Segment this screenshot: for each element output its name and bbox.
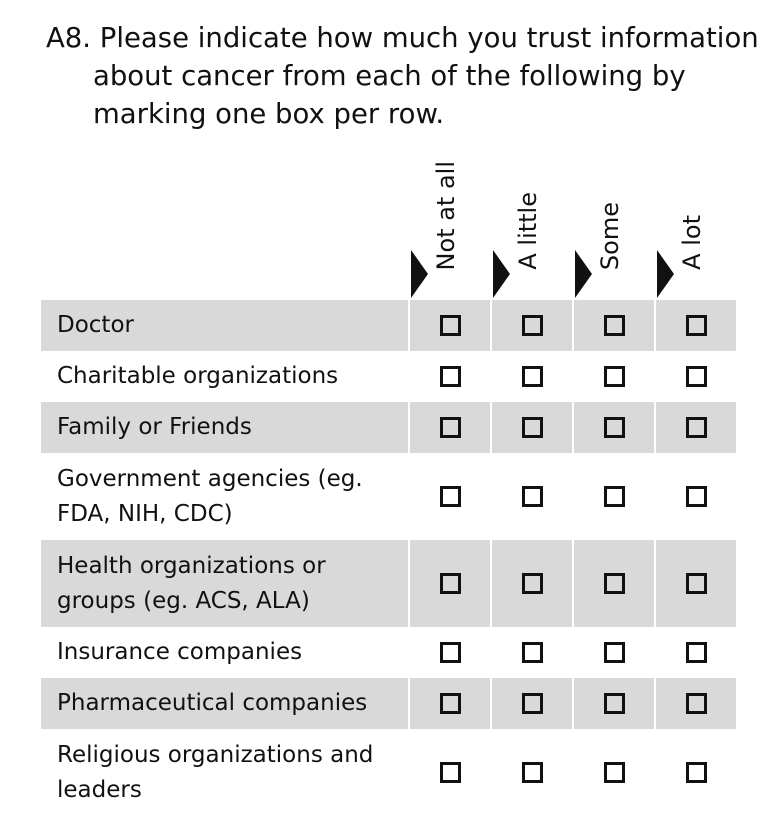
checkbox-not-at-all[interactable] xyxy=(440,762,461,783)
checkbox-not-at-all[interactable] xyxy=(440,315,461,336)
cell-some xyxy=(572,300,654,351)
table-row xyxy=(41,627,736,678)
checkbox-some[interactable] xyxy=(604,486,625,507)
column-label: A lot xyxy=(678,215,706,270)
checkbox-a-lot[interactable] xyxy=(686,486,707,507)
cell-some xyxy=(572,729,654,816)
row-label-religious-organizations: Religious organizations and leaders xyxy=(57,741,374,803)
cell-a-little xyxy=(490,453,572,540)
cell-some xyxy=(572,351,654,402)
cell-a-lot xyxy=(654,729,736,816)
cell-not-at-all xyxy=(408,729,490,816)
cell-a-lot xyxy=(654,402,736,453)
arrow-right-icon xyxy=(411,250,428,298)
cell-a-lot xyxy=(654,627,736,678)
row-label-charitable-organizations: Charitable organizations xyxy=(57,363,339,389)
cell-not-at-all xyxy=(408,540,490,627)
row-label-family-or-friends: Family or Friends xyxy=(57,414,252,440)
cell-a-little xyxy=(490,402,572,453)
response-grid xyxy=(41,300,736,816)
checkbox-a-lot[interactable] xyxy=(686,366,707,387)
cell-a-little xyxy=(490,540,572,627)
checkbox-a-little[interactable] xyxy=(522,417,543,438)
row-label-health-organizations: Health organizations or groups (eg. ACS, ALA) xyxy=(57,552,326,614)
checkbox-not-at-all[interactable] xyxy=(440,366,461,387)
cell-not-at-all xyxy=(408,402,490,453)
checkbox-not-at-all[interactable] xyxy=(440,642,461,663)
cell-not-at-all xyxy=(408,627,490,678)
cell-some xyxy=(572,540,654,627)
checkbox-a-little[interactable] xyxy=(522,366,543,387)
arrow-right-icon xyxy=(493,250,510,298)
checkbox-a-lot[interactable] xyxy=(686,417,707,438)
arrow-right-icon xyxy=(657,250,674,298)
cell-some xyxy=(572,678,654,729)
table-row xyxy=(41,453,736,540)
cell-not-at-all xyxy=(408,678,490,729)
checkbox-not-at-all[interactable] xyxy=(440,693,461,714)
checkbox-a-little[interactable] xyxy=(522,642,543,663)
column-header-a-little xyxy=(493,140,575,300)
row-label-government-agencies: Government agencies (eg. FDA, NIH, CDC) xyxy=(57,465,363,527)
column-header-not-at-all xyxy=(411,140,493,300)
column-label: Some xyxy=(596,201,624,270)
checkbox-not-at-all[interactable] xyxy=(440,486,461,507)
row-label-pharmaceutical-companies: Pharmaceutical companies xyxy=(57,690,368,716)
checkbox-some[interactable] xyxy=(604,693,625,714)
checkbox-some[interactable] xyxy=(604,366,625,387)
cell-not-at-all xyxy=(408,453,490,540)
checkbox-a-lot[interactable] xyxy=(686,315,707,336)
checkbox-a-lot[interactable] xyxy=(686,693,707,714)
question-line-2: about cancer from each of the following by xyxy=(93,60,686,92)
cell-a-lot xyxy=(654,351,736,402)
checkbox-not-at-all[interactable] xyxy=(440,573,461,594)
checkbox-a-lot[interactable] xyxy=(686,642,707,663)
checkbox-a-little[interactable] xyxy=(522,693,543,714)
table-row xyxy=(41,540,736,627)
checkbox-some[interactable] xyxy=(604,762,625,783)
table-row xyxy=(41,351,736,402)
checkbox-a-little[interactable] xyxy=(522,486,543,507)
checkbox-a-little[interactable] xyxy=(522,573,543,594)
question-text xyxy=(46,19,759,133)
checkbox-a-little[interactable] xyxy=(522,762,543,783)
checkbox-some[interactable] xyxy=(604,642,625,663)
row-label-insurance-companies: Insurance companies xyxy=(57,639,303,665)
column-label: Not at all xyxy=(432,160,460,270)
cell-a-little xyxy=(490,627,572,678)
cell-a-little xyxy=(490,351,572,402)
table-row xyxy=(41,729,736,816)
cell-not-at-all xyxy=(408,351,490,402)
arrow-right-icon xyxy=(575,250,592,298)
cell-some xyxy=(572,453,654,540)
row-label-doctor: Doctor xyxy=(57,312,134,338)
checkbox-some[interactable] xyxy=(604,417,625,438)
checkbox-a-lot[interactable] xyxy=(686,573,707,594)
cell-some xyxy=(572,402,654,453)
checkbox-a-little[interactable] xyxy=(522,315,543,336)
cell-some xyxy=(572,627,654,678)
checkbox-some[interactable] xyxy=(604,573,625,594)
cell-not-at-all xyxy=(408,300,490,351)
table-row xyxy=(41,300,736,351)
table-row xyxy=(41,402,736,453)
column-label: A little xyxy=(514,192,542,270)
cell-a-lot xyxy=(654,540,736,627)
cell-a-little xyxy=(490,678,572,729)
checkbox-some[interactable] xyxy=(604,315,625,336)
cell-a-little xyxy=(490,300,572,351)
cell-a-lot xyxy=(654,678,736,729)
cell-a-little xyxy=(490,729,572,816)
question-line-1: A8. Please indicate how much you trust information xyxy=(46,22,759,54)
table-row xyxy=(41,678,736,729)
checkbox-a-lot[interactable] xyxy=(686,762,707,783)
checkbox-not-at-all[interactable] xyxy=(440,417,461,438)
column-header-some xyxy=(575,140,657,300)
column-header-a-lot xyxy=(657,140,739,300)
cell-a-lot xyxy=(654,453,736,540)
question-line-3: marking one box per row. xyxy=(93,98,445,130)
cell-a-lot xyxy=(654,300,736,351)
